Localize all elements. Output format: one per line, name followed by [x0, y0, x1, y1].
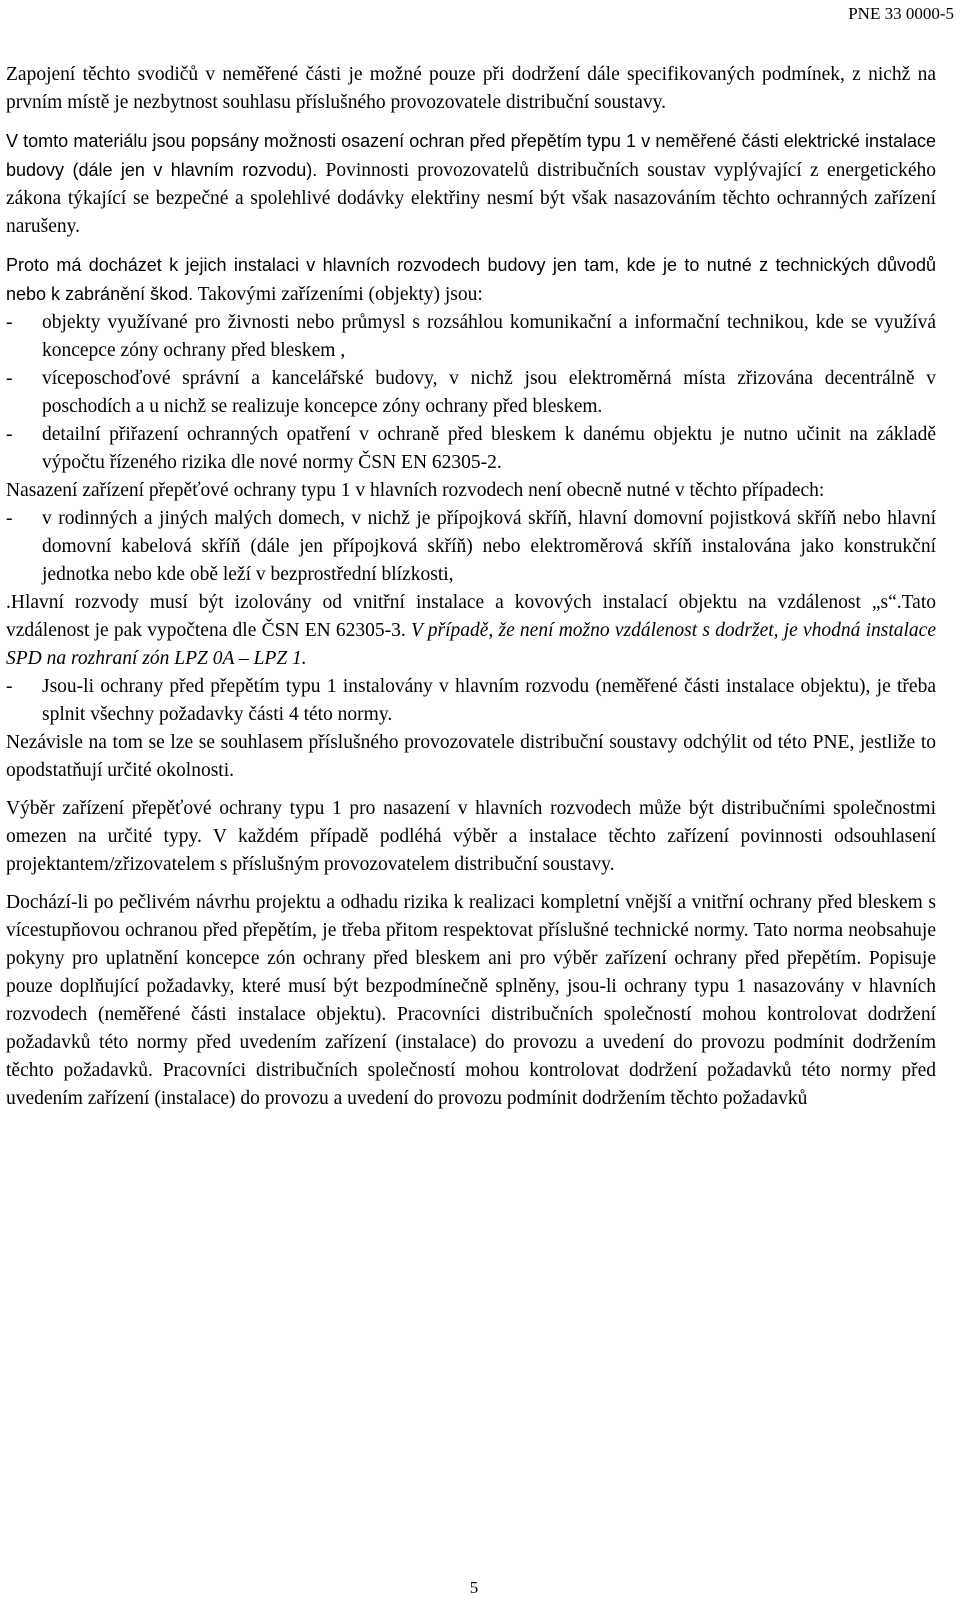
document-body — [6, 61, 936, 1113]
paragraph-nasazeni: Nasazení zařízení přepěťové ochrany typu 1 v hlavních rozvodech není obecně nutné v těchto případech: — [6, 480, 825, 501]
paragraph-rest-part: Povinnosti provozovatelů distribučních soustav vyplývající z energetického zákona týkající se bezpečné a spolehlivé dodávky elektřiny nesmí být však nasazováním těchto ochranných zařízení narušeny. — [6, 160, 936, 237]
exceptions-list — [6, 505, 936, 589]
paragraph-rest-part: Takovými zařízeními (objekty) jsou: — [193, 284, 483, 305]
paragraph-ochrany-typ1 — [6, 127, 936, 241]
list-item: - v rodinných a jiných malých domech, v nichž je přípojková skříň, hlavní domovní pojistková skříň nebo hlavní domovní kabelová skříň (dále jen přípojková skříň) nebo elektroměrová skříň instalována jako konstrukční jednotka nebo kde obě leží v bezprostřední blízkosti, — [6, 505, 936, 589]
list-item: - víceposchoďové správní a kancelářské budovy, v nichž jsou elektroměrná místa zřizována decentrálně v poschodích a u nichž se realizuje koncepce zóny ochrany před bleskem. — [6, 365, 936, 421]
objects-list — [6, 309, 936, 477]
page-number: 5 — [469, 1578, 479, 1597]
paragraph-realizace: Dochází-li po pečlivém návrhu projektu a odhadu rizika k realizaci kompletní vnější a vnitřní ochrany před bleskem s vícestupňovou ochranou před přepětím, je třeba přitom respektovat příslušné technické normy. Tato norma neobsahuje pokyny pro uplatnění koncepce zón ochrany před bleskem ani pro výběr zařízení ochrany před přepětím. Popisuje pouze doplňující požadavky, které musí být bezpodmínečně splněny, jsou-li ochrany typu 1 nasazovány v hlavních rozvodech (neměřené části instalace objektu). Pracovníci distribučních společností mohou kontrolovat dodržení požadavků této normy před uvedením zařízení (instalace) do provozu a uvedení do provozu podmínit dodržením těchto požadavků. Pracovníci distribučních společností mohou kontrolovat dodržení požadavků této normy před uvedením zařízení (instalace) do provozu a uvedení do provozu podmínit dodržením těchto požadavků — [6, 892, 936, 1109]
paragraph-italic-part: V případě, že není možno vzdálenost s dodržet, je vhodná instalace SPD na rozhraní zón LPZ 0A – LPZ 1. — [6, 620, 936, 669]
list-item: - Jsou-li ochrany před přepětím typu 1 instalovány v hlavním rozvodu (neměřené části instalace objektu), je třeba splnit všechny požadavky části 4 této normy. — [6, 673, 936, 729]
paragraph-sans-part: Proto má docházet k jejich instalaci v hlavních rozvodech budovy jen tam, kde je to nutné z technických důvodů nebo k zabránění škod. — [6, 255, 936, 304]
list-item: - objekty využívané pro živnosti nebo průmysl s rozsáhlou komunikační a informační technikou, kde se využívá koncepce zóny ochrany před bleskem , — [6, 309, 936, 365]
paragraph-text-part: .Hlavní rozvody musí být izolovány od vnitřní instalace a kovových instalací objektu na vzdálenost „s“.Tato vzdálenost je pak vypočtena dle ČSN EN 62305-3. — [6, 592, 936, 641]
intro-paragraph: Zapojení těchto svodičů v neměřené části je možné pouze při dodržení dále specifikovaných podmínek, z nichž na prvním místě je nezbytnost souhlasu příslušného provozovatele distribuční soustavy. — [6, 64, 936, 113]
paragraph-vyber: Výběr zařízení přepěťové ochrany typu 1 pro nasazení v hlavních rozvodech může být distribučními společnostmi omezen na určité typy. V každém případě podléhá výběr a instalace těchto zařízení povinnosti odsouhlasení projektantem/zřizovatelem s příslušným provozovatelem distribuční soustavy. — [6, 798, 936, 875]
list-item: - detailní přiřazení ochranných opatření v ochraně před bleskem k danému objektu je nutno učinit na základě výpočtu řízeného rizika dle nové normy ČSN EN 62305-2. — [6, 421, 936, 477]
document-id: PNE 33 0000-5 — [848, 4, 954, 23]
requirements-list — [6, 673, 936, 729]
paragraph-izolace — [6, 589, 936, 673]
paragraph-sans-part: V tomto materiálu jsou popsány možnosti osazení ochran před přepětím typu 1 v neměřené části elektrické instalace budovy (dále jen v hlavním rozvodu). — [6, 131, 936, 180]
paragraph-odchylka: Nezávisle na tom se lze se souhlasem příslušného provozovatele distribuční soustavy odchýlit od této PNE, jestliže to opodstatňují určité okolnosti. — [6, 732, 936, 781]
paragraph-instalace — [6, 251, 936, 309]
